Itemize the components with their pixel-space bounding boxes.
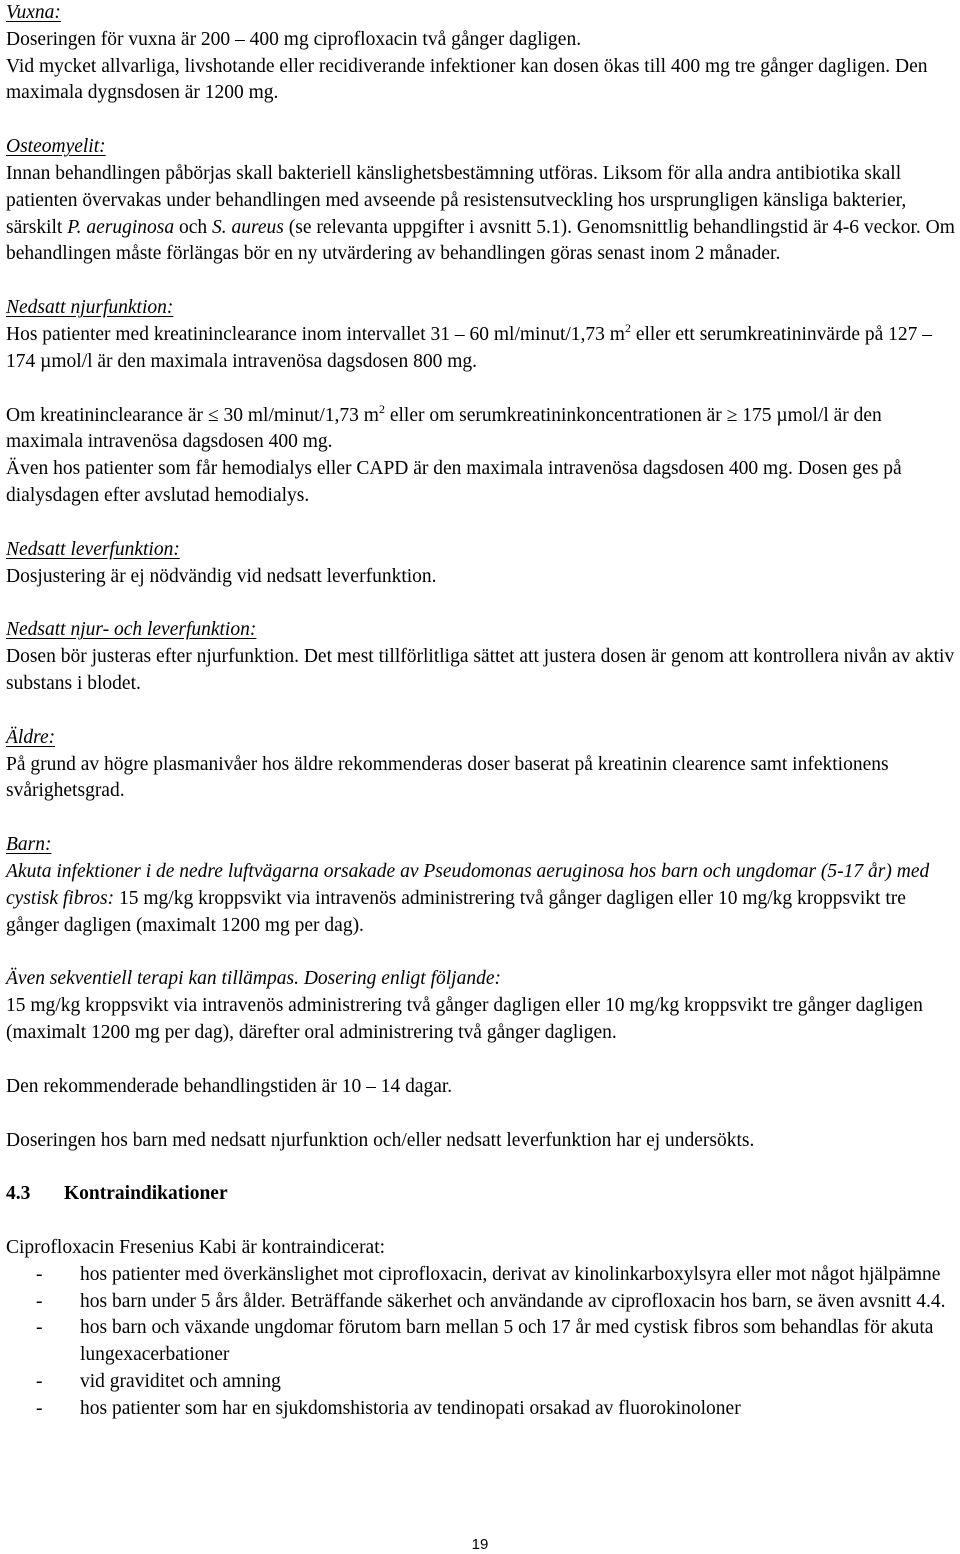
list-item-text: hos patienter som har en sjukdomshistoria av tendinopati orsakad av fluorokinoloner bbox=[80, 1397, 741, 1419]
organism-p-aeruginosa: P. aeruginosa bbox=[67, 216, 175, 238]
heading-barn: Barn: bbox=[6, 834, 52, 856]
osteomyelit-text-a: Innan behandlingen påbörjas skall bakteriell känslighetsbestämning utföras. Liksom för alla andra antibiotika skall patienten övervakas under behandlingen med avseende på resistensutveckling hos ursprungligen känsliga bakterier, särskilt bbox=[6, 162, 907, 238]
njur-p2-superscript: 2 bbox=[378, 401, 385, 416]
list-dash: - bbox=[36, 1371, 43, 1393]
list-dash: - bbox=[36, 1263, 43, 1285]
barn-ej-undersokt: Doseringen hos barn med nedsatt njurfunktion och/eller nedsatt leverfunktion har ej undersökts. bbox=[6, 1129, 755, 1151]
osteomyelit-paragraph bbox=[6, 161, 956, 268]
list-item-text: hos patienter med överkänslighet mot ciprofloxacin, derivat av kinolinkarboxylsyra eller mot något hjälpämne bbox=[80, 1263, 941, 1285]
njur-p1-text-a: Hos patienter med kreatininclearance inom intervallet 31 – 60 ml/minut/1,73 m bbox=[6, 323, 625, 345]
barn-dosage-text: 15 mg/kg kroppsvikt via intravenös administrering två gånger dagligen eller 10 mg/kg kroppsvikt tre gånger dagligen (maximalt 1200 mg per dag). bbox=[6, 887, 906, 936]
heading-osteomyelit: Osteomyelit: bbox=[6, 136, 106, 158]
njur-paragraph-1 bbox=[6, 322, 956, 376]
njur-paragraph-3: Även hos patienter som får hemodialys eller CAPD är den maximala intravenösa dagsdosen 400 mg. Dosen ges på dialysdagen efter avslutad hemodialys. bbox=[6, 458, 902, 506]
list-item bbox=[6, 1369, 956, 1396]
osteomyelit-och: och bbox=[174, 216, 213, 238]
list-item-text: hos barn under 5 års ålder. Beträffande säkerhet och användande av ciprofloxacin hos barn, se även avsnitt 4.4. bbox=[80, 1290, 946, 1312]
list-item-text: hos barn och växande ungdomar förutom barn mellan 5 och 17 år med cystisk fibros som behandlas för akuta lungexacerbationer bbox=[80, 1317, 934, 1366]
page-number: 19 bbox=[471, 1536, 489, 1553]
list-dash: - bbox=[36, 1317, 43, 1339]
barn-sekventiell-text: 15 mg/kg kroppsvikt via intravenös administrering två gånger dagligen eller 10 mg/kg kroppsvikt tre gånger dagligen (maximalt 1200 mg per dag), därefter oral administrering två gånger dagligen. bbox=[6, 995, 923, 1043]
barn-sekventiell-heading: Även sekventiell terapi kan tillämpas. Dosering enligt följande: bbox=[6, 968, 501, 990]
barn-behandlingstid: Den rekommenderade behandlingstiden är 10 – 14 dagar. bbox=[6, 1075, 453, 1097]
lever-text: Dosjustering är ej nödvändig vid nedsatt leverfunktion. bbox=[6, 565, 437, 587]
section-title bbox=[6, 1181, 956, 1208]
njurlever-text: Dosen bör justeras efter njurfunktion. Det mest tillförlitliga sättet att justera dosen är genom att kontrollera nivån av aktiv substans i blodet. bbox=[6, 646, 955, 694]
aldre-text: På grund av högre plasmanivåer hos äldre rekommenderas doser baserat på kreatinin clearence samt infektionens svårighetsgrad. bbox=[6, 753, 889, 802]
list-dash: - bbox=[36, 1397, 43, 1419]
list-item bbox=[6, 1262, 956, 1289]
section-heading: Kontraindikationer bbox=[64, 1183, 228, 1205]
barn-paragraph bbox=[6, 859, 956, 939]
kontra-intro: Ciprofloxacin Fresenius Kabi är kontraindicerat: bbox=[6, 1237, 386, 1259]
section-number: 4.3 bbox=[6, 1183, 31, 1205]
njur-paragraph-2 bbox=[6, 403, 956, 457]
barn-italic-intro: Akuta infektioner i de nedre luftvägarna orsakade av Pseudomonas aeruginosa hos barn och ungdomar (5-17 år) med cystisk fibros: bbox=[6, 860, 930, 909]
njur-p1-superscript: 2 bbox=[624, 320, 631, 335]
vuxna-line-1: Doseringen för vuxna är 200 – 400 mg ciprofloxacin två gånger dagligen. bbox=[6, 28, 582, 50]
osteomyelit-text-b: (se relevanta uppgifter i avsnitt 5.1). Genomsnittlig behandlingstid är 4-6 veckor. Om behandlingen måste förlängas bör en ny utvärdering av behandlingen göras senast inom 2 månader. bbox=[6, 216, 955, 265]
njur-p2-text-a: Om kreatininclearance är ≤ 30 ml/minut/1,73 m bbox=[6, 404, 379, 426]
organism-s-aureus: S. aureus bbox=[212, 216, 284, 238]
list-dash: - bbox=[36, 1290, 43, 1312]
heading-nedsatt-leverfunktion: Nedsatt leverfunktion: bbox=[6, 538, 180, 560]
heading-aldre: Äldre: bbox=[6, 726, 56, 748]
njur-p1-text-b: eller ett serumkreatininvärde på 127 – 174 µmol/l är den maximala intravenösa dagsdosen 800 mg. bbox=[6, 323, 933, 372]
list-item bbox=[6, 1289, 956, 1316]
heading-nedsatt-njur-och-leverfunktion: Nedsatt njur- och leverfunktion: bbox=[6, 619, 257, 641]
list-item bbox=[6, 1396, 956, 1423]
heading-vuxna: Vuxna: bbox=[6, 2, 61, 23]
page-content bbox=[6, 0, 956, 1423]
heading-nedsatt-njurfunktion: Nedsatt njurfunktion: bbox=[6, 297, 174, 319]
list-item-text: vid graviditet och amning bbox=[80, 1371, 281, 1393]
njur-p2-text-b: eller om serumkreatininkoncentrationen är ≥ 175 µmol/l är den maximala intravenösa dagsdosen 400 mg. bbox=[6, 404, 882, 453]
list-item bbox=[6, 1315, 956, 1369]
vuxna-line-2: Vid mycket allvarliga, livshotande eller recidiverande infektioner kan dosen ökas till 400 mg tre gånger dagligen. Den maximala dygnsdosen är 1200 mg. bbox=[6, 55, 928, 104]
